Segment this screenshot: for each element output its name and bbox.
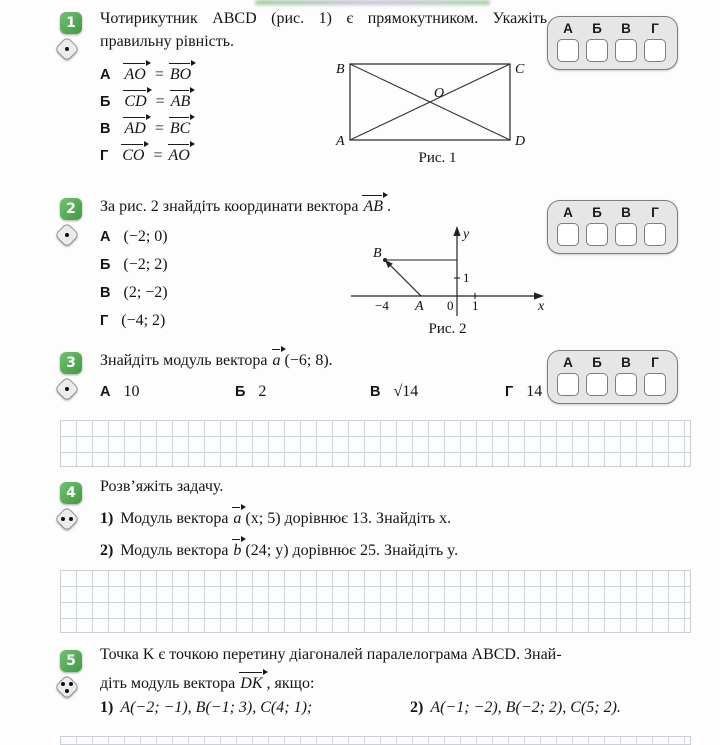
task-1-option-b <box>100 89 194 111</box>
label-a: A <box>415 299 424 314</box>
die-dot <box>61 517 65 521</box>
answer-letters-row <box>557 356 668 370</box>
answer-panel-task-1 <box>547 16 678 70</box>
answer-letter: Г <box>651 355 659 370</box>
task-5-item-2 <box>410 699 621 717</box>
answer-box-task1-v[interactable] <box>615 39 637 62</box>
label-one-x: 1 <box>472 298 479 313</box>
answer-box-task3-g[interactable] <box>644 373 666 396</box>
item-value: A(−1; −2), B(−2; 2), C(5; 2). <box>430 699 621 716</box>
answer-box-task3-a[interactable] <box>557 373 579 396</box>
option-letter: В <box>100 285 111 301</box>
item-number: 2) <box>410 699 424 716</box>
answer-letter: В <box>621 355 631 370</box>
vector-dk: DK <box>239 671 266 693</box>
option-value: (−2; 2) <box>123 256 168 273</box>
item-number: 1) <box>100 510 114 527</box>
dice-icon <box>54 674 80 700</box>
option-value: 10 <box>123 383 140 400</box>
vector-expression: CO <box>121 143 148 165</box>
label-b: B <box>336 62 345 77</box>
item-number: 1) <box>100 699 114 716</box>
answer-letter: Г <box>651 21 659 36</box>
answer-boxes-row <box>557 39 668 62</box>
answer-box-task1-g[interactable] <box>644 39 666 62</box>
task-1-option-v <box>100 116 194 138</box>
task-2-text <box>100 194 391 216</box>
dice-icon <box>54 376 80 402</box>
task-5-text-line-1: Точка K є точкою перетину діагоналей паралелограма ABCD. Знай- <box>100 646 562 663</box>
vector-expression: CD <box>123 89 150 111</box>
answer-box-task1-b[interactable] <box>586 39 608 62</box>
answer-panel-task-3 <box>547 350 678 404</box>
answer-letter: В <box>621 21 631 36</box>
label-c: C <box>515 62 525 77</box>
option-letter: Б <box>235 384 246 400</box>
label-one-y: 1 <box>463 270 470 285</box>
answer-box-task1-a[interactable] <box>557 39 579 62</box>
label-zero: 0 <box>447 298 454 313</box>
task-3-option-g <box>505 383 542 401</box>
figure-1 <box>330 56 545 167</box>
answer-letter: А <box>563 21 573 36</box>
label-minus-4: −4 <box>375 298 389 313</box>
option-value: 14 <box>526 383 543 400</box>
option-letter: Г <box>505 384 514 400</box>
task-1-number-badge: 1 <box>60 12 82 34</box>
dice-icon <box>54 506 80 532</box>
option-letter: А <box>100 229 111 245</box>
item-number: 2) <box>100 542 114 559</box>
answer-letter: Б <box>592 21 602 36</box>
dice-icon <box>54 222 80 248</box>
answer-letter: Б <box>592 205 602 220</box>
task-3-text-before: Знайдіть модуль вектора <box>100 352 272 369</box>
task-4-item-1 <box>100 506 451 528</box>
option-letter: В <box>370 384 381 400</box>
die-shape <box>54 674 79 699</box>
vector-a: a <box>232 506 245 528</box>
equals-sign: = <box>154 66 164 83</box>
task-5-number-badge: 5 <box>60 650 82 672</box>
answer-grid-task-3[interactable] <box>60 420 691 467</box>
task-4-item-2 <box>100 538 458 560</box>
option-value: (−2; 0) <box>123 228 168 245</box>
task-1-option-a <box>100 62 195 84</box>
label-x-axis: x <box>538 299 545 314</box>
answer-box-task2-v[interactable] <box>615 223 637 246</box>
point-b <box>383 258 387 262</box>
equals-sign: = <box>155 93 165 110</box>
label-o: O <box>434 86 445 101</box>
answer-box-task3-v[interactable] <box>615 373 637 396</box>
figure-1-caption: Рис. 1 <box>418 150 457 166</box>
task-1-option-g <box>100 143 194 165</box>
task-3-text-after: (−6; 8). <box>284 352 333 369</box>
option-letter: А <box>100 384 111 400</box>
die-dot <box>61 682 65 686</box>
die-dot <box>69 517 73 521</box>
answer-panel-task-2 <box>547 200 678 254</box>
figure-2-caption: Рис. 2 <box>428 321 467 337</box>
answer-letter: Г <box>651 205 659 220</box>
task-4-title: Розв’яжіть задачу. <box>100 478 224 495</box>
task-2-option-b <box>100 256 168 274</box>
answer-letters-row <box>557 22 668 36</box>
dice-icon <box>54 36 80 62</box>
answer-box-task3-b[interactable] <box>586 373 608 396</box>
option-value: (−4; 2) <box>121 312 166 329</box>
equals-sign: = <box>154 120 164 137</box>
label-b: B <box>373 246 382 261</box>
vector-expression: AB <box>170 89 195 111</box>
vector-ab-line <box>389 264 421 296</box>
task-5-text-after: , якщо: <box>266 675 315 692</box>
vector-expression: AD <box>123 116 149 138</box>
label-y-axis: y <box>463 227 470 242</box>
task-3-option-a <box>100 383 139 401</box>
figure-2 <box>345 224 550 338</box>
die-shape <box>54 506 79 531</box>
vector-expression: BO <box>169 62 195 84</box>
option-letter: В <box>100 121 111 137</box>
answer-grid-task-4[interactable] <box>60 570 691 633</box>
option-letter: Б <box>100 257 111 273</box>
answer-letter: В <box>621 205 631 220</box>
vector-b: b <box>232 538 245 560</box>
option-value: √14 <box>393 383 419 400</box>
answer-box-task2-b[interactable] <box>586 223 608 246</box>
item-text-after: (24; y) дорівнює 25. Знайдіть y. <box>245 542 459 559</box>
equals-sign: = <box>153 147 163 164</box>
option-letter: Б <box>100 94 111 110</box>
y-axis-arrow <box>453 226 460 236</box>
die-dot <box>65 689 69 693</box>
label-d: D <box>515 134 526 148</box>
option-value: (2; −2) <box>123 284 168 301</box>
die-dot <box>65 233 69 237</box>
task-5-text-before: діть модуль вектора <box>100 675 240 692</box>
vector-expression: AO <box>168 143 194 165</box>
answer-box-task2-a[interactable] <box>557 223 579 246</box>
vector-expression: BC <box>169 116 194 138</box>
task-5-item-1 <box>100 699 312 717</box>
option-letter: Г <box>100 313 109 329</box>
task-2-number-badge: 2 <box>60 198 82 220</box>
answer-letter: Б <box>592 355 602 370</box>
page-top-cut-text <box>255 0 490 5</box>
answer-grid-task-5[interactable] <box>60 736 691 745</box>
answer-boxes-row <box>557 223 668 246</box>
answer-boxes-row <box>557 373 668 396</box>
answer-box-task2-g[interactable] <box>644 223 666 246</box>
die-dot <box>69 682 73 686</box>
task-2-option-v <box>100 284 168 302</box>
die-dot <box>65 387 69 391</box>
task-2-text-before: За рис. 2 знайдіть координати вектора <box>100 198 363 215</box>
item-text-after: (x; 5) дорівнює 13. Знайдіть x. <box>245 510 452 527</box>
task-2-option-a <box>100 228 168 246</box>
task-1-text: Чотирикутник ABCD (рис. 1) є прямокутником. Укажіть правильну рівність. <box>100 10 547 50</box>
vector-a: a <box>272 348 285 370</box>
task-4-number-badge: 4 <box>60 482 82 504</box>
item-text-before: Модуль вектора <box>120 510 233 527</box>
label-a: A <box>336 134 345 148</box>
answer-letter: А <box>563 205 573 220</box>
task-3-number-badge: 3 <box>60 352 82 374</box>
answer-letter: А <box>563 355 573 370</box>
task-2-text-after: . <box>387 198 392 215</box>
option-letter: А <box>100 67 111 83</box>
item-text-before: Модуль вектора <box>120 542 233 559</box>
task-2-option-g <box>100 312 165 330</box>
task-3-text <box>100 348 333 370</box>
item-value: A(−2; −1), B(−1; 3), C(4; 1); <box>120 699 313 716</box>
vector-expression: AO <box>123 62 149 84</box>
answer-letters-row <box>557 206 668 220</box>
option-letter: Г <box>100 148 109 164</box>
task-3-option-v <box>370 383 418 401</box>
die-dot <box>65 47 69 51</box>
task-5-text-line-2 <box>100 671 314 693</box>
task-3-option-b <box>235 383 266 401</box>
option-value: 2 <box>258 383 267 400</box>
vector-ab: AB <box>362 194 387 216</box>
